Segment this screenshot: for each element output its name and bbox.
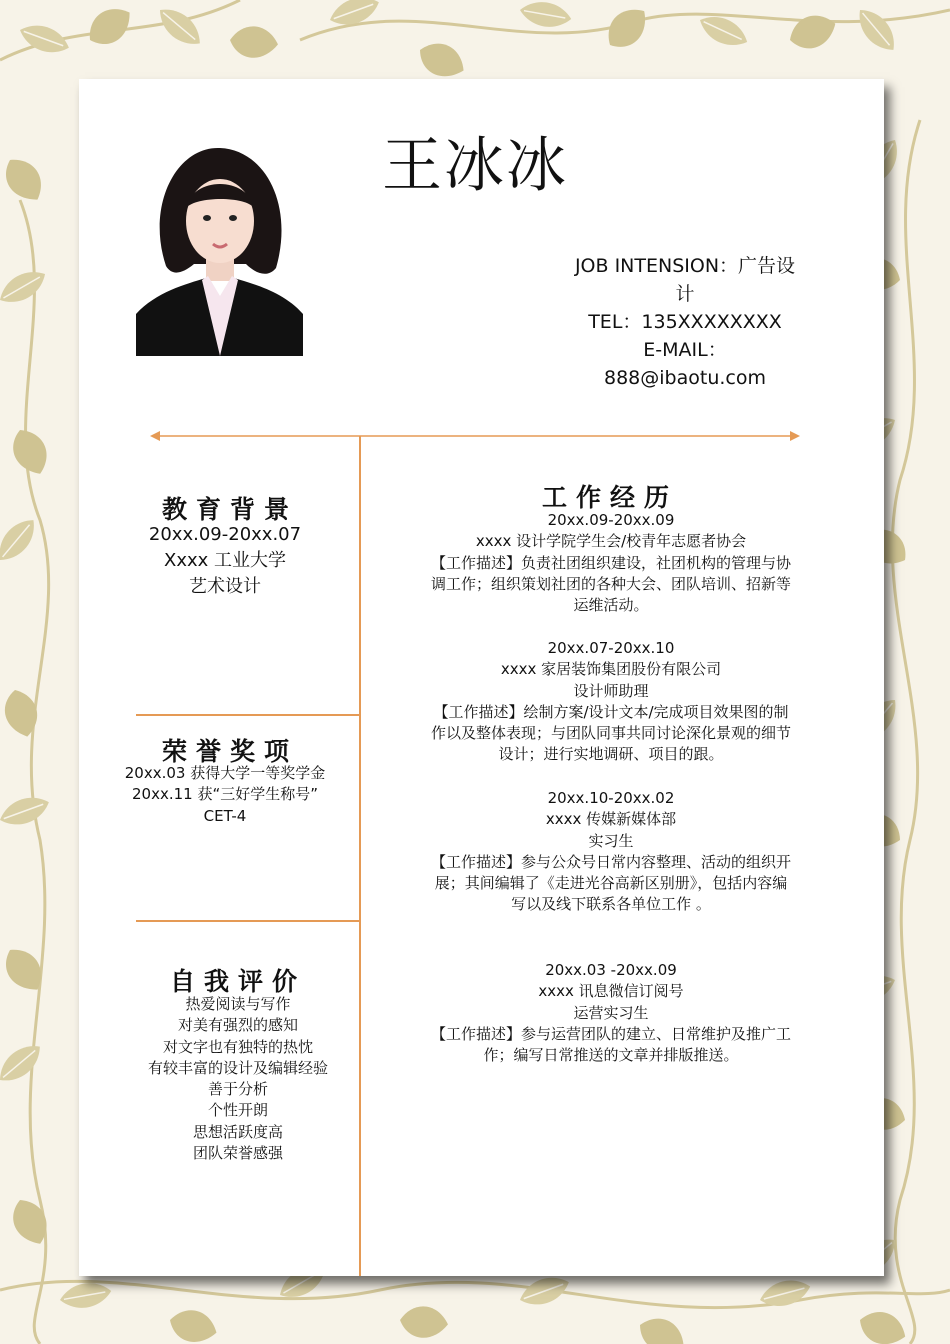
work-entry-2 bbox=[405, 638, 817, 766]
section-divider bbox=[136, 920, 359, 922]
list-item: 有较丰富的设计及编辑经验 bbox=[147, 1058, 328, 1077]
work-desc: 作以及整体表现；与团队同事共同讨论深化景观的细节 bbox=[430, 724, 791, 743]
honors-block bbox=[110, 763, 340, 827]
work-desc: 运维活动。 bbox=[573, 596, 649, 615]
contact-block bbox=[560, 252, 810, 392]
work-role: 运营实习生 bbox=[573, 1003, 649, 1022]
phone: TEL：135XXXXXXXX bbox=[588, 311, 782, 333]
work-title: 工作经历 bbox=[541, 483, 678, 512]
work-period: 20xx.07-20xx.10 bbox=[547, 639, 675, 657]
email-label: E-MAIL： bbox=[643, 339, 727, 361]
list-item: CET-4 bbox=[203, 806, 247, 825]
list-item: 20xx.03 获得大学一等奖学金 bbox=[124, 764, 326, 782]
honors-title: 荣誉奖项 bbox=[161, 737, 298, 766]
education-school: Xxxx 工业大学 bbox=[163, 550, 286, 571]
list-item: 对文字也有独特的热忱 bbox=[162, 1037, 313, 1056]
divider-arrow bbox=[150, 428, 800, 444]
candidate-name: 王冰冰 bbox=[382, 131, 568, 201]
list-item: 个性开朗 bbox=[207, 1101, 268, 1120]
section-divider bbox=[136, 714, 359, 716]
education-major: 艺术设计 bbox=[189, 576, 261, 597]
vertical-divider bbox=[359, 436, 361, 1276]
education-period: 20xx.09-20xx.07 bbox=[148, 524, 302, 545]
list-item: 团队荣誉感强 bbox=[192, 1144, 283, 1163]
work-org: xxxx 家居装饰集团股份有限公司 bbox=[500, 660, 722, 679]
job-intention: JOB INTENSION：广告设 bbox=[574, 255, 796, 277]
work-desc: 调工作；组织策划社团的各种大会、团队培训、招新等 bbox=[430, 574, 791, 593]
work-desc: 写以及线下联系各单位工作 。 bbox=[511, 895, 711, 914]
work-desc: 设计；进行实地调研、项目的跟。 bbox=[498, 745, 724, 764]
work-period: 20xx.03 -20xx.09 bbox=[545, 961, 677, 979]
email: 888@ibaotu.com bbox=[604, 367, 766, 389]
work-role: 实习生 bbox=[588, 831, 634, 850]
list-item: 善于分析 bbox=[207, 1080, 268, 1099]
work-desc: 【工作描述】参与运营团队的建立、日常维护及推广工 bbox=[430, 1024, 791, 1043]
list-item: 热爱阅读与写作 bbox=[185, 995, 291, 1013]
work-entry-4 bbox=[405, 960, 817, 1066]
work-desc: 作；编写日常推送的文章并排版推送。 bbox=[483, 1046, 739, 1065]
work-desc: 展；其间编辑了《走进光谷高新区别册》，包括内容编 bbox=[434, 874, 788, 893]
work-desc: 【工作描述】参与公众号日常内容整理、活动的组织开 bbox=[430, 852, 791, 871]
work-desc: 【工作描述】绘制方案/设计文本/完成项目效果图的制 bbox=[433, 702, 789, 721]
work-entry-1 bbox=[405, 510, 817, 616]
job-intention-cont: 计 bbox=[675, 283, 695, 305]
work-role: 设计师助理 bbox=[573, 681, 649, 700]
education-block bbox=[110, 522, 340, 600]
self-eval-title: 自我评价 bbox=[169, 967, 306, 996]
work-period: 20xx.09-20xx.09 bbox=[547, 511, 675, 529]
list-item: 20xx.11 获“三好学生称号” bbox=[131, 785, 318, 804]
work-org: xxxx 传媒新媒体部 bbox=[545, 810, 677, 829]
work-org: xxxx 设计学院学生会/校青年志愿者协会 bbox=[475, 532, 747, 551]
education-title: 教育背景 bbox=[161, 495, 298, 524]
work-org: xxxx 讯息微信订阅号 bbox=[538, 982, 684, 1001]
list-item: 对美有强烈的感知 bbox=[177, 1016, 298, 1035]
work-entry-3 bbox=[405, 788, 817, 916]
profile-photo bbox=[136, 146, 303, 356]
work-period: 20xx.10-20xx.02 bbox=[547, 789, 675, 807]
list-item: 思想活跃度高 bbox=[192, 1122, 283, 1141]
work-desc: 【工作描述】负责社团组织建设，社团机构的管理与协 bbox=[430, 553, 791, 572]
self-eval-block bbox=[118, 994, 358, 1164]
